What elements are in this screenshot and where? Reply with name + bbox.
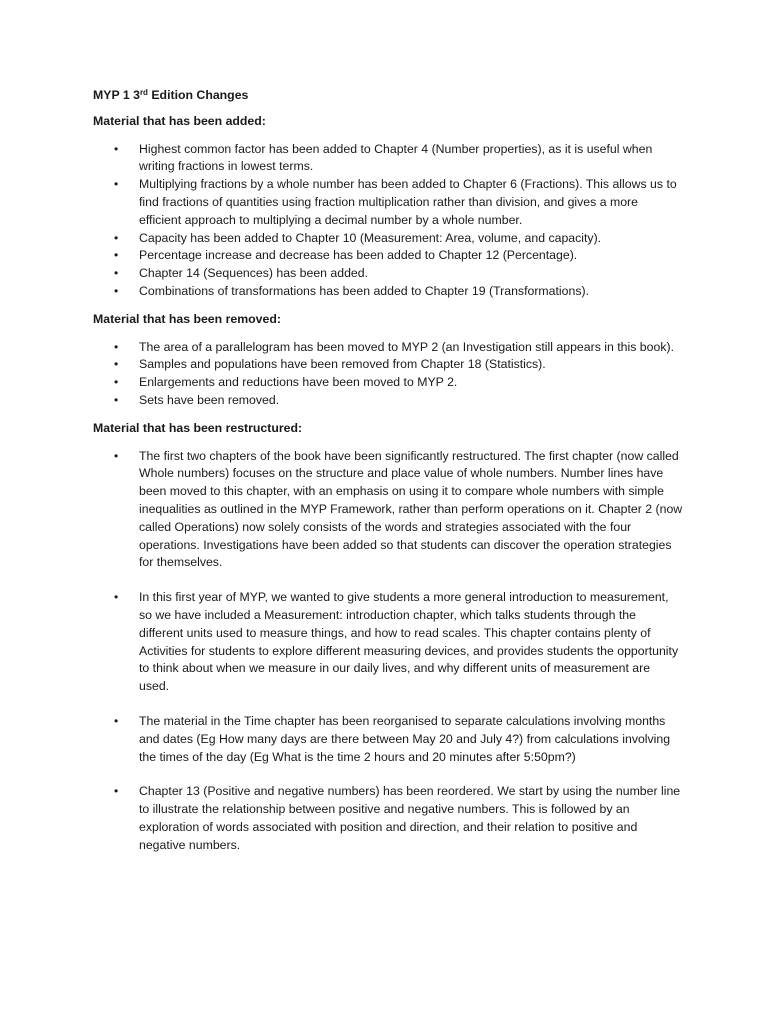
list-item-text: Multiplying fractions by a whole number has been added to Chapter 6 (Fractions). This allows us to find fractions of quantities using fraction multiplication rather than division, and gives a more efficient approach to multiplying a decimal number by a whole number.	[139, 177, 677, 227]
list-item	[93, 247, 683, 265]
list-item	[93, 448, 683, 573]
list-item	[93, 230, 683, 248]
list-item	[93, 713, 683, 766]
list-item-text: Combinations of transformations has been added to Chapter 19 (Transformations).	[139, 283, 589, 298]
list-item-text: Enlargements and reductions have been moved to MYP 2.	[139, 375, 458, 390]
bullet-icon: •	[114, 248, 119, 263]
list-item	[93, 265, 683, 283]
document-page	[93, 87, 683, 871]
list-item	[93, 589, 683, 696]
list-item-text: Highest common factor has been added to Chapter 4 (Number properties), as it is useful when writing fractions in lowest terms.	[139, 141, 653, 174]
list-item	[93, 176, 683, 229]
list-item	[93, 141, 683, 177]
bullet-icon: •	[114, 339, 119, 354]
list-item-text: The first two chapters of the book have been significantly restructured. The first chapter (now called Whole numbers) focuses on the structure and place value of whole numbers. Number lines have been moved to this chapter, with an emphasis on using it to compare whole numbers with simple inequalities as outlined in the MYP Framework, rather than perform operations on it. Chapter 2 (now called Operations) now solely consists of the words and strategies associated with the four operations. Investigations have been added so that students can discover the operation strategies for themselves.	[139, 448, 683, 570]
bullet-icon: •	[114, 266, 119, 281]
list-item-text: Sets have been removed.	[139, 392, 280, 407]
page-title	[93, 87, 683, 105]
list-item-text: Chapter 13 (Positive and negative numbers) has been reordered. We start by using the number line to illustrate the relationship between positive and negative numbers. This is followed by an exploration of words associated with position and direction, and their relation to positive and negative numbers.	[139, 784, 681, 852]
section-heading-restructured: Material that has been restructured:	[93, 420, 303, 435]
removed-list	[93, 339, 683, 410]
title-prefix: MYP 1 3	[93, 88, 140, 102]
bullet-icon: •	[114, 357, 119, 372]
title-superscript: rd	[139, 88, 148, 97]
list-item-text: Chapter 14 (Sequences) has been added.	[139, 266, 369, 281]
bullet-icon: •	[114, 230, 119, 245]
list-item	[93, 392, 683, 410]
title-suffix: Edition Changes	[147, 88, 249, 102]
bullet-icon: •	[114, 375, 119, 390]
list-item	[93, 339, 683, 357]
section-heading-removed: Material that has been removed:	[93, 311, 281, 326]
list-item-text: The material in the Time chapter has been reorganised to separate calculations involving months and dates (Eg How many days are there between May 20 and July 4?) from calculations involving the times of the day (Eg What is the time 2 hours and 20 minutes after 5:50pm?)	[139, 713, 671, 764]
section-heading-added: Material that has been added:	[93, 113, 266, 128]
bullet-icon: •	[114, 590, 119, 605]
bullet-icon: •	[114, 177, 119, 192]
list-item	[93, 374, 683, 392]
added-list	[93, 141, 683, 301]
restructured-list	[93, 448, 683, 855]
bullet-icon: •	[114, 141, 119, 156]
list-item	[93, 356, 683, 374]
bullet-icon: •	[114, 392, 119, 407]
list-item-text: The area of a parallelogram has been moved to MYP 2 (an Investigation still appears in this book).	[139, 339, 674, 354]
bullet-icon: •	[114, 283, 119, 298]
bullet-icon: •	[114, 784, 119, 799]
list-item-text: Samples and populations have been removed from Chapter 18 (Statistics).	[139, 357, 546, 372]
list-item-text: Percentage increase and decrease has been added to Chapter 12 (Percentage).	[139, 248, 578, 263]
list-item	[93, 283, 683, 301]
list-item	[93, 783, 683, 854]
bullet-icon: •	[114, 448, 119, 463]
list-item-text: In this first year of MYP, we wanted to give students a more general introduction to measurement, so we have included a Measurement: introduction chapter, which talks students through the different units used to measure things, and how to read scales. This chapter contains plenty of Activities for students to explore different measuring devices, and provides students the opportunity to think about when we measure in our daily lives, and why different units of measurement are used.	[139, 590, 679, 694]
list-item-text: Capacity has been added to Chapter 10 (Measurement: Area, volume, and capacity).	[139, 230, 602, 245]
bullet-icon: •	[114, 713, 119, 728]
